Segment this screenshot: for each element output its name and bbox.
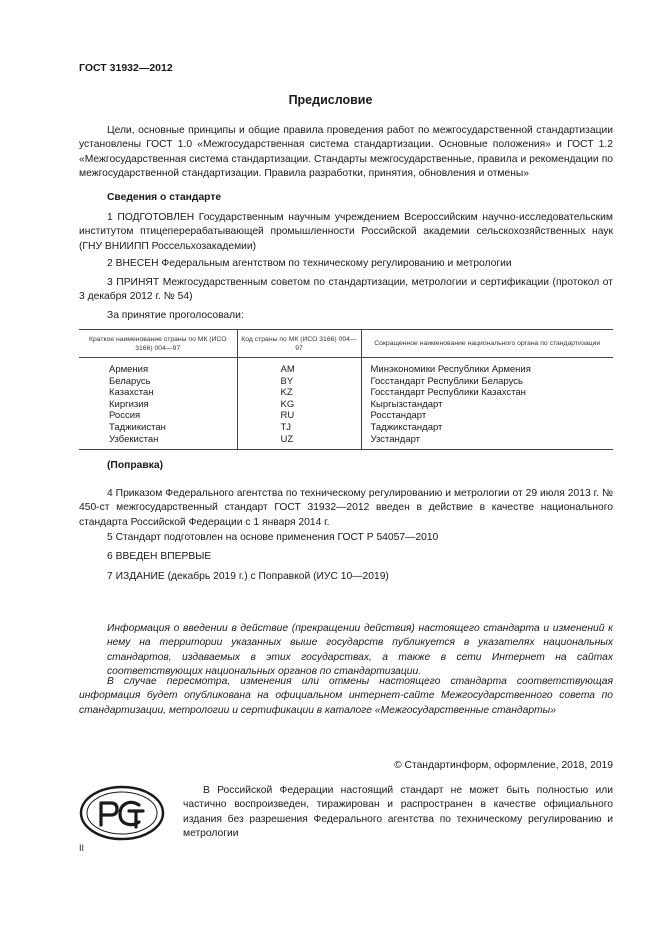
country-cell: Казахстан — [79, 387, 237, 399]
country-cell: Таджикистан — [79, 422, 237, 434]
item-6: 6 ВВЕДЕН ВПЕРВЫЕ — [107, 551, 212, 562]
table-row — [79, 376, 613, 388]
header-country: Краткое наименование страны по МК (ИСО 3166) 004—97 — [79, 330, 237, 357]
rst-seal-icon — [79, 785, 165, 841]
country-cell: Беларусь — [79, 376, 237, 388]
code-cell: KZ — [237, 387, 361, 399]
intro-paragraph: Цели, основные принципы и общие правила проведения работ по межгосударственной стандартизации установлены ГОСТ 1.0 «Межгосударственная система стандартизации. Основные положения» и ГОСТ 1.2 «Межгосударственная система стандартизации. Стандарты межгосударственные, правила и рекомендации по межгосударственной стандартизации. Правила разработки, принятия, обновления и отмены» — [79, 125, 613, 180]
body-cell: Узстандарт — [370, 433, 421, 445]
country-cell: Россия — [79, 410, 237, 422]
notice-paragraph-1 — [79, 622, 613, 680]
code-cell: KG — [237, 399, 361, 411]
header-body: Сокращенное наименование национального органа по стандартизации — [374, 340, 601, 347]
code-cell: BY — [237, 376, 361, 388]
code-cell: AM — [237, 364, 361, 376]
voting-rows — [79, 358, 613, 450]
body-cell: Госстандарт Республики Казахстан — [370, 387, 526, 399]
item-1: 1 ПОДГОТОВЛЕН Государственным научным учреждением Всероссийским научно-исследовательским институтом птицеперерабатывающей промышленности Российской академии сельскохозяйственных наук (ГНУ ВНИИПП Россельхозакадемии) — [79, 212, 613, 252]
amendment-label: (Поправка) — [107, 460, 163, 471]
table-row — [79, 364, 613, 376]
page-title: Предисловие — [288, 93, 373, 107]
item-4: 4 Приказом Федерального агентства по техническому регулированию и метрологии от 29 июля 2013 г. № 450-ст межгосударственный стандарт ГОСТ 31932—2012 введен в действие в качестве национального стандарта Российской Федерации с 1 января 2014 г. — [79, 488, 613, 528]
item-2: 2 ВНЕСЕН Федеральным агентством по техническому регулированию и метрологии — [107, 258, 512, 269]
country-cell: Киргизия — [79, 399, 237, 411]
table-row — [79, 434, 613, 446]
item-3: 3 ПРИНЯТ Межгосударственным советом по стандартизации, метрологии и сертификации (протокол от 3 декабря 2012 г. № 54) — [79, 277, 613, 303]
body-cell: Минэкономики Республики Армения — [370, 364, 531, 375]
code-cell: TJ — [237, 422, 361, 434]
item-5: 5 Стандарт подготовлен на основе применения ГОСТ Р 54057—2010 — [107, 532, 439, 543]
item-7: 7 ИЗДАНИЕ (декабрь 2019 г.) с Поправкой (ИУС 10—2019) — [107, 571, 389, 582]
voting-table — [79, 329, 613, 450]
body-cell: Кыргызстандарт — [370, 398, 443, 410]
rights-notice: В Российской Федерации настоящий стандарт не может быть полностью или частично воспроизведен, тиражирован и распространен в качестве официального издания без разрешения Федерального агентства по техническому регулированию и метрологии — [183, 785, 613, 840]
table-row — [79, 399, 613, 411]
country-cell: Армения — [79, 364, 237, 376]
country-cell: Узбекистан — [79, 434, 237, 446]
code-cell: UZ — [237, 434, 361, 446]
body-cell: Госстандарт Республики Беларусь — [370, 375, 523, 387]
header-code: Код страны по МК (ИСО 3166) 004—97 — [237, 330, 361, 357]
page-number: II — [79, 843, 85, 853]
table-row — [79, 422, 613, 434]
table-row — [79, 387, 613, 399]
table-row — [79, 410, 613, 422]
body-cell: Росстандарт — [370, 410, 427, 422]
document-code: ГОСТ 31932—2012 — [79, 62, 173, 74]
notice-text-1: Информация о введении в действие (прекращении действия) настоящего стандарта и изменений к нему на территории указанных выше государств публикуется в указателях национальных стандартов, издаваемых в этих государствах, а также в сети Интернет на сайтах соответствующих национальных органов по стандартизации. — [107, 623, 613, 678]
notice-paragraph-2: В случае пересмотра, изменения или отмены настоящего стандарта соответствующая информация будет опубликована на официальном интернет-сайте Межгосударственного совета по стандартизации, метрологии и сертификации в каталоге «Межгосударственные стандарты» — [79, 676, 613, 716]
code-cell: RU — [237, 410, 361, 422]
copyright-line: © Стандартинформ, оформление, 2018, 2019 — [394, 760, 613, 771]
info-heading: Сведения о стандарте — [107, 192, 222, 203]
vote-intro: За принятие проголосовали: — [107, 310, 244, 321]
body-cell: Таджикстандарт — [370, 421, 443, 433]
